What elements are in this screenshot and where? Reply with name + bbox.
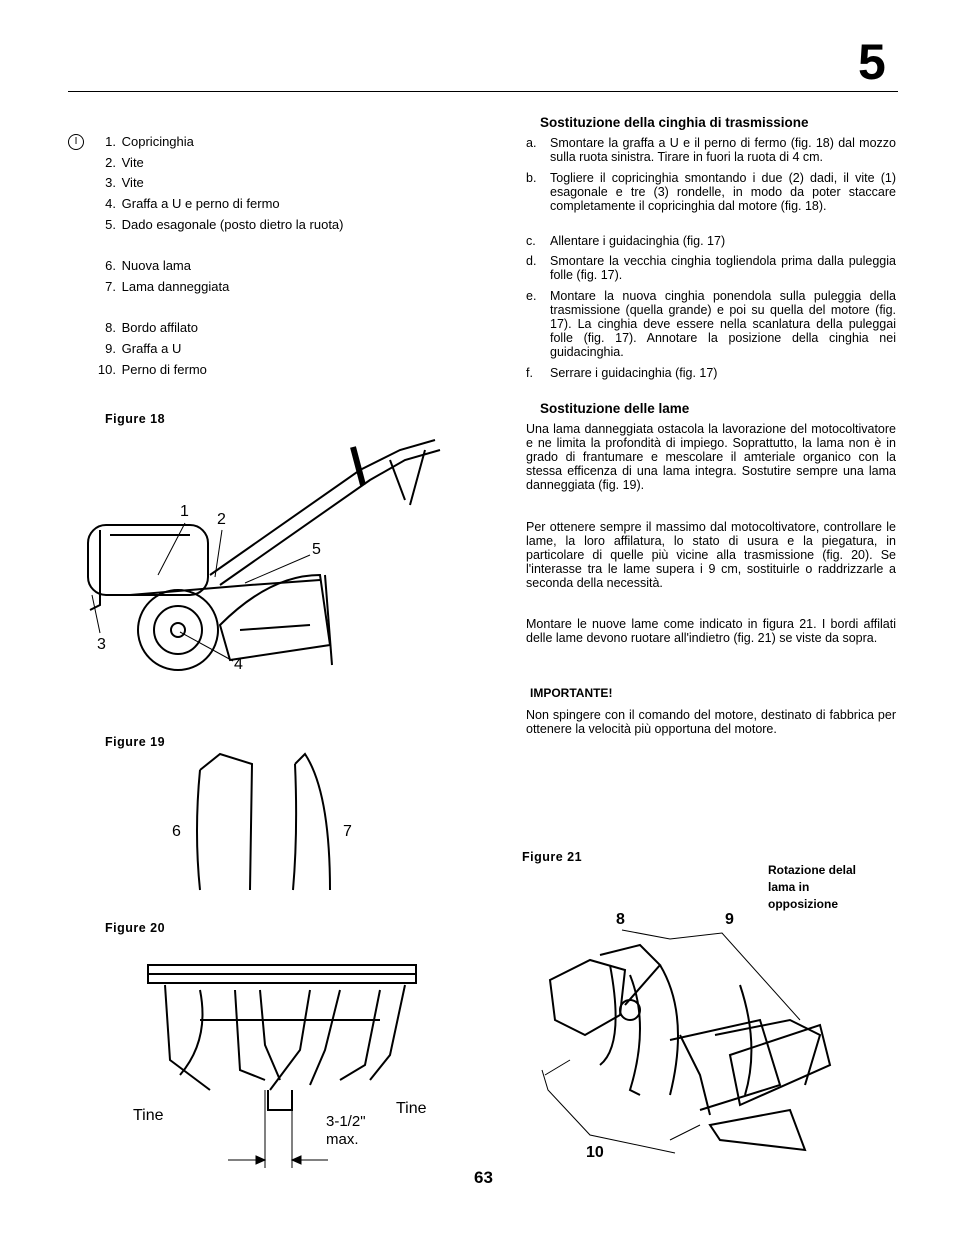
legend-item: 9. Graffa a U — [105, 341, 182, 356]
blade-comparison-illustration — [190, 752, 340, 892]
callout-3: 3 — [97, 636, 106, 653]
important-text: Non spingere con il comando del motore, destinato di fabbrica per ottenere la velocità più opportuna del motore. — [526, 708, 896, 736]
belt-step: e. Montare la nuova cinghia ponendola sulla puleggia della trasmissione (quella grande) e poi su quella del motore (fig. 17). La cinghia deve essere nella scanlatura della puleggai folle (fig. 17). Annotare la posizione della cinghia nei guidacinghia. — [526, 289, 896, 359]
figure-21-label: Figure 21 — [522, 850, 583, 864]
figure-20-label: Figure 20 — [105, 921, 166, 935]
tine-spacing-illustration — [140, 940, 430, 1170]
blade-paragraph-2: Per ottenere sempre il massimo dal motocoltivatore, controllare le lame, la loro affilatura, lo stato di usura e la piegatura, in particolare di quelle più vicine alla trasmissione (fig. 20). Se l'interasse tra le lame supera i 9 cm, sostituirle o raddrizzarle a seconda della necessità. — [526, 520, 896, 590]
belt-step: d. Smontare la vecchia cinghia togliendola prima dalla puleggia folle (fig. 17). — [526, 254, 896, 282]
legend-item: 3. Vite — [105, 175, 144, 190]
legend-item: 7. Lama danneggiata — [105, 279, 230, 294]
belt-step: c. Allentare i guidacinghia (fig. 17) — [526, 234, 726, 248]
legend-item: 10. Perno di fermo — [97, 362, 207, 377]
tine-spacing-max: 3-1/2" max. — [326, 1113, 366, 1148]
belt-step: f. Serrare i guidacinghia (fig. 17) — [526, 366, 718, 380]
tine-right-label: Tine — [396, 1100, 427, 1117]
chapter-number: 5 — [858, 34, 886, 90]
legend-item: 2. Vite — [105, 155, 144, 170]
belt-step: b. Togliere il copricinghia smontando i due (2) dadi, il vite (1) esagonale e tre (3) rondelle, in modo da poter staccare completamente il copricinghia dal motore (fig. 18). — [526, 171, 896, 213]
tiller-illustration — [70, 435, 450, 685]
callout-1: 1 — [180, 503, 189, 520]
belt-step: a. Smontare la graffa a U e il perno di fermo (fig. 18) dal mozzo sulla ruota sinistra. Tirare in fuori la ruota di 4 cm. — [526, 136, 896, 164]
callout-8: 8 — [616, 911, 625, 928]
language-badge: I — [68, 134, 84, 150]
blade-assembly-illustration — [530, 925, 840, 1165]
callout-2: 2 — [217, 511, 226, 528]
tine-left-label: Tine — [133, 1107, 164, 1124]
callout-9: 9 — [725, 911, 734, 928]
belt-section-title: Sostituzione della cinghia di trasmissione — [540, 115, 809, 130]
callout-10: 10 — [586, 1144, 604, 1161]
figure-18-label: Figure 18 — [105, 412, 166, 426]
legend-item: 1. Copricinghia — [105, 134, 194, 149]
callout-5: 5 — [312, 541, 321, 558]
legend-item: 5. Dado esagonale (posto dietro la ruota) — [105, 217, 344, 232]
legend-item: 8. Bordo affilato — [105, 320, 198, 335]
figure-19-label: Figure 19 — [105, 735, 166, 749]
blade-paragraph-1: Una lama danneggiata ostacola la lavorazione del motocoltivatore e ne limita la profondità di impiego. Soprattutto, la lama non è in grado di frantumare e mescolare il amteriale organico con la stessa efficenza di una lama integra. Sostutire sempre una lama danneggiata (fig. 19). — [526, 422, 896, 492]
header-rule — [68, 91, 898, 92]
blade-section-title: Sostituzione delle lame — [540, 401, 690, 416]
legend-item: 6. Nuova lama — [105, 258, 191, 273]
callout-7: 7 — [343, 823, 352, 840]
legend-item: 4. Graffa a U e perno di fermo — [105, 196, 280, 211]
callout-6: 6 — [172, 823, 181, 840]
important-title: IMPORTANTE! — [530, 686, 613, 700]
page-number: 63 — [474, 1168, 493, 1187]
blade-paragraph-3: Montare le nuove lame come indicato in figura 21. I bordi affilati delle lame devono ruotare all'indietro (fig. 21) se viste da sopra. — [526, 617, 896, 645]
rotation-note: Rotazione delal lama in opposizione — [768, 863, 857, 911]
callout-4: 4 — [234, 656, 243, 673]
